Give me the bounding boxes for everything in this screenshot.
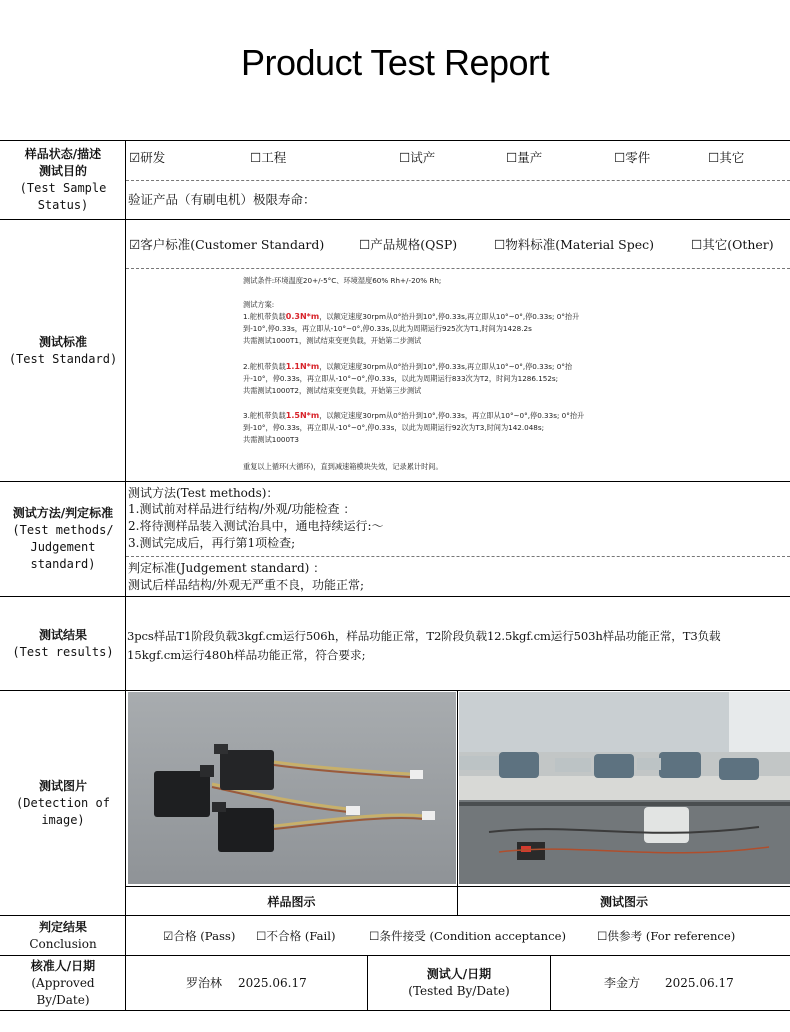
tested-label: 测试人/日期 (Tested By/Date) (408, 967, 510, 998)
plan-title: 测试方案: (243, 300, 275, 309)
checkbox-condition-acceptance[interactable]: ☐条件接受 (Condition acceptance) (369, 929, 567, 943)
images-label: 测试图片 (Detection of image) (16, 778, 110, 827)
step3-line3: 共需测试1000T3 (243, 435, 300, 444)
repeat-note: 重复以上循环(大循环)，直到减速箱模块失效，记录累计时间。 (243, 462, 443, 471)
checkbox-fail[interactable]: ☐不合格 (Fail) (256, 929, 336, 943)
results-line-2: 15kgf.cm运行480h样品功能正常，符合要求; (127, 648, 366, 662)
test-rig-photo (459, 692, 790, 884)
test-caption: 测试图示 (599, 895, 648, 909)
method-step-3: 3.测试完成后，再行第1项检查; (128, 536, 296, 550)
method-step-2: 2.将待测样品装入测试治具中，通电持续运行:～ (128, 519, 384, 533)
sample-photo (128, 692, 456, 884)
sample-description: 验证产品（有刷电机）极限寿命： (128, 192, 316, 207)
conclusion-label: 判定结果 Conclusion (29, 919, 97, 951)
approved-name: 罗治林 (186, 976, 223, 990)
sample-caption: 样品图示 (267, 895, 316, 909)
checkbox-engineering[interactable]: ☐工程 (250, 150, 287, 165)
page-title: Product Test Report (241, 42, 549, 83)
methods-title: 测试方法(Test methods)： (128, 486, 279, 500)
judgement-title: 判定标准(Judgement standard) ： (128, 561, 326, 575)
tested-date: 2025.06.17 (665, 976, 734, 990)
results-line-1: 3pcs样品T1阶段负载3kgf.cm运行506h，样品功能正常，T2阶段负载12.5kgf.cm运行503h样品功能正常，T3负载 (127, 629, 721, 643)
checkbox-customer-standard[interactable]: ☑客户标准(Customer Standard) (129, 237, 325, 252)
step3-line1: 3.舵机带负载1.5N*m，以额定速度30rpm从0°抬升到10°,停0.33s，再立即从10°~0°,停0.33s; 0°抬升 (243, 411, 585, 420)
checkbox-pass[interactable]: ☑合格 (Pass) (163, 929, 236, 943)
step1-line1: 1.舵机带负载0.3N*m，以额定速度30rpm从0°抬升到10°,停0.33s,再立即从10°~0°,停0.33s; 0°抬升 (243, 312, 580, 321)
step1-line2: 到-10°,停0.33s，再立即从-10°~0°,停0.33s,以此为周期运行925次为T1,时间为1428.2s (243, 324, 532, 333)
approved-date: 2025.06.17 (238, 976, 307, 990)
checkbox-material-spec[interactable]: ☐物料标准(Material Spec) (494, 237, 654, 252)
step2-line2: 升-10°，停0.33s，再立即从-10°~0°,停0.33s，以此为周期运行833次为T2，时间为1286.152s; (243, 374, 559, 383)
sample-status-label: 样品状态/描述 测试目的 (Test Sample Status) (19, 147, 107, 212)
step1-line3: 共需测试1000T1，测试结束变更负载，开始第二步测试 (243, 336, 422, 345)
checkbox-for-reference[interactable]: ☐供参考 (For reference) (597, 929, 736, 943)
checkbox-parts[interactable]: ☐零件 (614, 150, 651, 165)
step3-load: 1.5N*m (285, 411, 320, 420)
step2-line1: 2.舵机带负载1.1N*m，以额定速度30rpm从0°抬升到10°,停0.33s,再立即从10°~0°,停0.33s; 0°抬 (243, 362, 573, 371)
step3-line2: 到-10°，停0.33s，再立即从-10°~0°,停0.33s，以此为周期运行92次为T3,时间为142.048s; (243, 423, 545, 432)
checkbox-other[interactable]: ☐其它 (708, 150, 745, 165)
checkbox-mass-production[interactable]: ☐量产 (506, 150, 543, 165)
method-step-1: 1.测试前对样品进行结构/外观/功能检查 ： (128, 502, 356, 516)
test-conditions: 测试条件:环境温度20+/-5°C、环境湿度60% Rh+/-20% Rh; (243, 276, 442, 285)
test-standard-label: 测试标准 (Test Standard) (8, 334, 118, 366)
approved-label: 核准人/日期 (Approved By/Date) (30, 958, 96, 1007)
step2-line3: 共需测试1000T2，测试结束变更负载，开始第三步测试 (243, 386, 422, 395)
methods-label: 测试方法/判定标准 (Test methods/ Judgement standard) (12, 506, 114, 571)
results-label: 测试结果 (Test results) (12, 627, 114, 659)
checkbox-trial-production[interactable]: ☐试产 (399, 150, 436, 165)
step2-load: 1.1N*m (285, 362, 320, 371)
checkbox-rd[interactable]: ☑研发 (129, 150, 166, 165)
step1-load: 0.3N*m (285, 312, 320, 321)
checkbox-standard-other[interactable]: ☐其它(Other) (691, 237, 774, 252)
judgement-text: 测试后样品结构/外观无严重不良，功能正常; (128, 578, 365, 592)
tested-name: 李金方 (604, 976, 641, 990)
checkbox-qsp[interactable]: ☐产品规格(QSP) (359, 237, 458, 252)
